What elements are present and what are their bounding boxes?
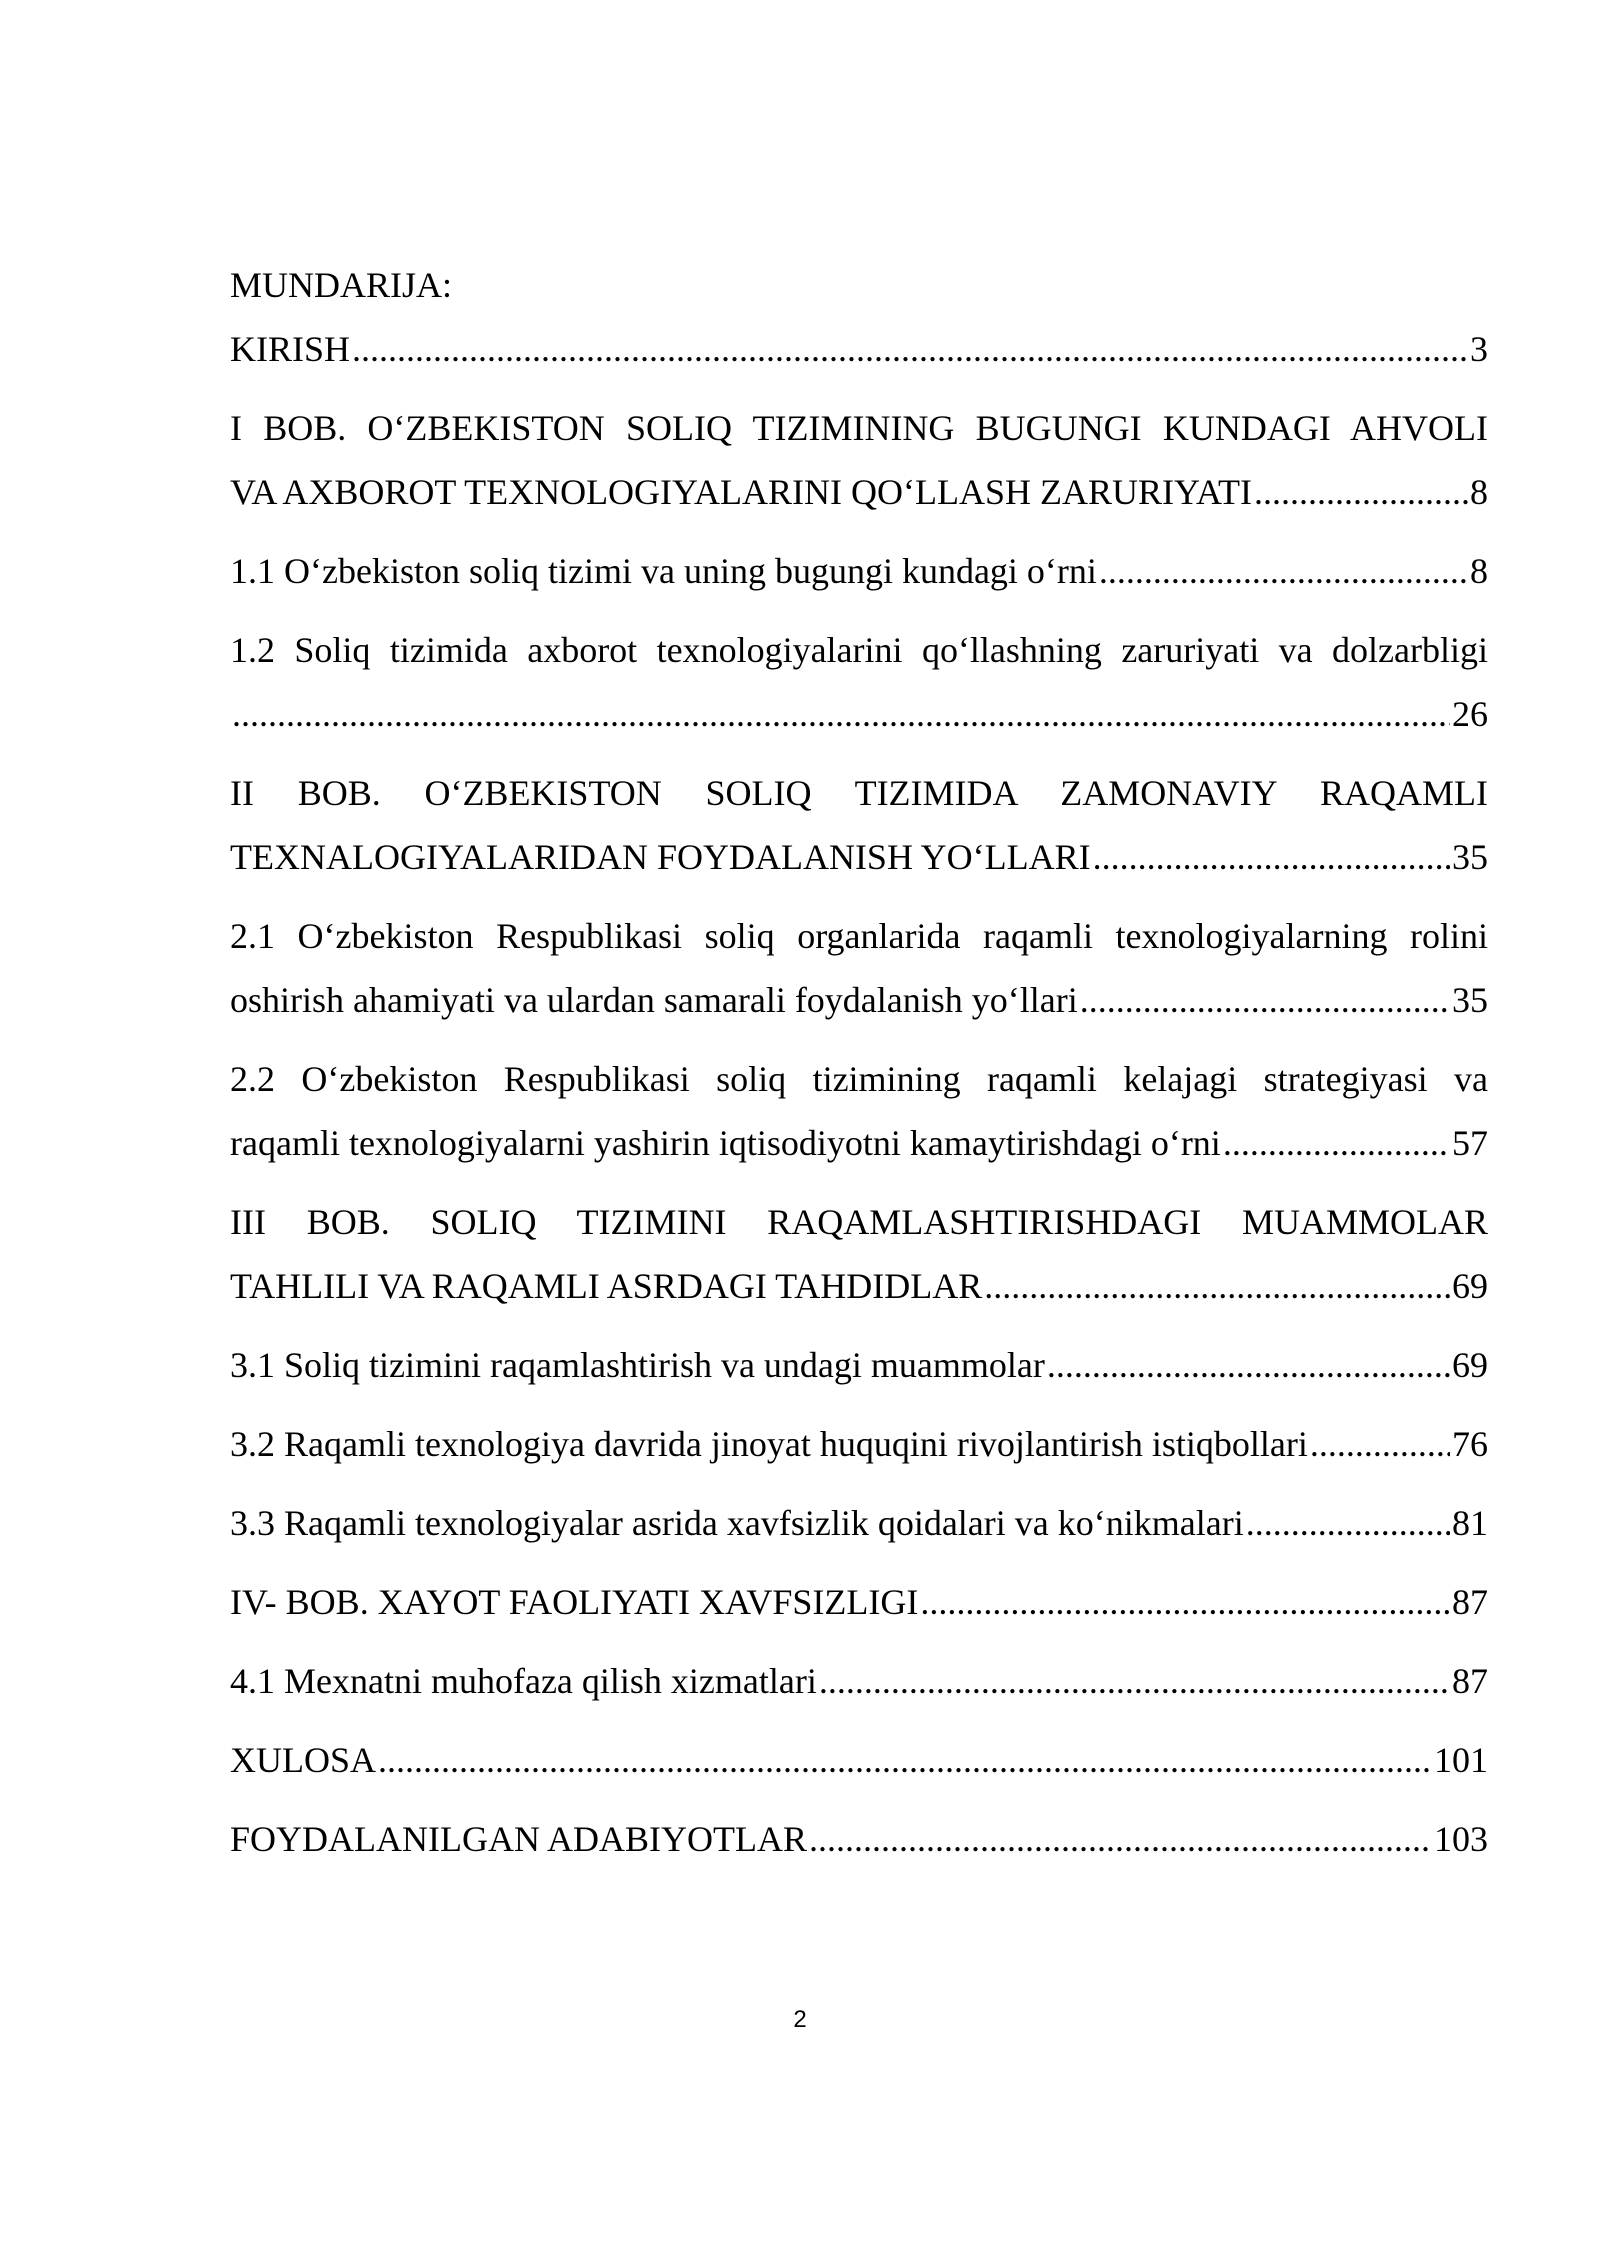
toc-entry[interactable] (230, 904, 1488, 1032)
toc-entry-page: 69 (1452, 1345, 1488, 1385)
toc-entry-line: 2.1 O‘zbekiston Respublikasi soliq organlarida raqamli texnologiyalarning rolini (230, 916, 1488, 956)
dot-leader (1310, 1412, 1450, 1476)
toc-entries (230, 317, 1488, 1871)
toc-entry[interactable] (230, 1412, 1488, 1476)
toc-entry[interactable] (230, 1649, 1488, 1713)
toc-entry-page: 35 (1452, 837, 1488, 877)
toc-entry[interactable] (230, 1728, 1488, 1792)
dot-leader (1223, 1111, 1450, 1175)
toc-entry-label: TEXNALOGIYALARIDAN FOYDALANISH YO‘LLARI (230, 837, 1091, 877)
toc-entry-label: TAHLILI VA RAQAMLI ASRDAGI TAHDIDLAR (230, 1266, 983, 1306)
toc-entry-page: 8 (1470, 551, 1488, 591)
toc-entry-label: XULOSA (230, 1740, 377, 1780)
toc-entry-label: 3.1 Soliq tizimini raqamlashtirish va undagi muammolar (230, 1345, 1045, 1385)
toc-entry-line: II BOB. O‘ZBEKISTON SOLIQ TIZIMIDA ZAMONAVIY RAQAMLI (230, 773, 1488, 813)
toc-entry-label: IV- BOB. XAYOT FAOLIYATI XAVFSIZLIGI (230, 1582, 919, 1622)
toc-entry[interactable] (230, 396, 1488, 524)
dot-leader (809, 1807, 1432, 1871)
toc-entry-page: 57 (1452, 1123, 1488, 1163)
toc-entry-leader-row (230, 1728, 1488, 1792)
toc-entry-page: 26 (1452, 694, 1488, 734)
toc-entry-leader-row (230, 1111, 1488, 1175)
toc-entry-page: 101 (1434, 1740, 1488, 1780)
dot-leader (1246, 1491, 1450, 1555)
toc-title: MUNDARIJA: (230, 265, 453, 305)
toc-entry-leader-row (230, 317, 1488, 381)
dot-leader (1080, 968, 1450, 1032)
page-number: 2 (793, 2006, 807, 2033)
toc-entry-page: 87 (1452, 1582, 1488, 1622)
toc-entry[interactable] (230, 761, 1488, 889)
toc-entry-label: VA AXBOROT TEXNOLOGIYALARINI QO‘LLASH ZARURIYATI (230, 472, 1252, 512)
toc-entry[interactable] (230, 1190, 1488, 1318)
dot-leader (378, 1728, 1432, 1792)
toc-entry-label: 1.1 O‘zbekiston soliq tizimi va uning bugungi kundagi o‘rni (230, 551, 1097, 591)
toc-entry-leader-row (230, 1333, 1488, 1397)
toc-entry-leader-row (230, 825, 1488, 889)
dot-leader (1093, 825, 1450, 889)
dot-leader (352, 317, 1468, 381)
toc-entry-leader-row (230, 1412, 1488, 1476)
toc-entry[interactable] (230, 1570, 1488, 1634)
toc-entry-leader-row (230, 539, 1488, 603)
dot-leader (1047, 1333, 1450, 1397)
toc-entry-page: 87 (1452, 1661, 1488, 1701)
toc-entry-leader-row (230, 682, 1488, 746)
toc-entry[interactable] (230, 1047, 1488, 1175)
dot-leader (819, 1649, 1450, 1713)
toc-entry-leader-row (230, 460, 1488, 524)
dot-leader (232, 682, 1450, 746)
dot-leader (1099, 539, 1468, 603)
toc-entry-label: raqamli texnologiyalarni yashirin iqtisodiyotni kamaytirishdagi o‘rni (230, 1123, 1221, 1163)
toc-entry-line: I BOB. O‘ZBEKISTON SOLIQ TIZIMINING BUGUNGI KUNDAGI AHVOLI (230, 408, 1488, 448)
toc-entry-label: 4.1 Mexnatni muhofaza qilish xizmatlari (230, 1661, 817, 1701)
toc-entry[interactable] (230, 1807, 1488, 1871)
toc-entry[interactable] (230, 317, 1488, 381)
toc-entry-leader-row (230, 1491, 1488, 1555)
toc-entry-line: III BOB. SOLIQ TIZIMINI RAQAMLASHTIRISHDAGI MUAMMOLAR (230, 1202, 1488, 1242)
dot-leader (1254, 460, 1468, 524)
toc-entry-leader-row (230, 1807, 1488, 1871)
toc-entry-page: 3 (1470, 329, 1488, 369)
dot-leader (984, 1254, 1450, 1318)
toc-entry-line: 2.2 O‘zbekiston Respublikasi soliq tizimining raqamli kelajagi strategiyasi va (230, 1059, 1488, 1099)
toc-entry-line: 1.2 Soliq tizimida axborot texnologiyalarini qo‘llashning zaruriyati va dolzarbligi (230, 630, 1488, 670)
toc-entry-page: 81 (1452, 1503, 1488, 1543)
toc-entry-page: 8 (1470, 472, 1488, 512)
toc-entry-label: oshirish ahamiyati va ulardan samarali foydalanish yo‘llari (230, 980, 1078, 1020)
toc-entry-leader-row (230, 1649, 1488, 1713)
toc-entry-leader-row (230, 968, 1488, 1032)
toc-entry[interactable] (230, 618, 1488, 746)
toc-entry[interactable] (230, 539, 1488, 603)
toc-entry[interactable] (230, 1491, 1488, 1555)
toc-entry[interactable] (230, 1333, 1488, 1397)
toc-entry-page: 76 (1452, 1424, 1488, 1464)
toc-entry-leader-row (230, 1570, 1488, 1634)
toc-entry-label: FOYDALANILGAN ADABIYOTLAR (230, 1819, 807, 1859)
toc-entry-page: 103 (1434, 1819, 1488, 1859)
toc-entry-page: 35 (1452, 980, 1488, 1020)
toc-entry-page: 69 (1452, 1266, 1488, 1306)
table-of-contents (230, 253, 1488, 1871)
toc-entry-label: KIRISH (230, 329, 351, 369)
toc-entry-leader-row (230, 1254, 1488, 1318)
dot-leader (920, 1570, 1450, 1634)
toc-entry-label: 3.3 Raqamli texnologiyalar asrida xavfsizlik qoidalari va ko‘nikmalari (230, 1503, 1244, 1543)
toc-entry-label: 3.2 Raqamli texnologiya davrida jinoyat huquqini rivojlantirish istiqbollari (230, 1424, 1308, 1464)
